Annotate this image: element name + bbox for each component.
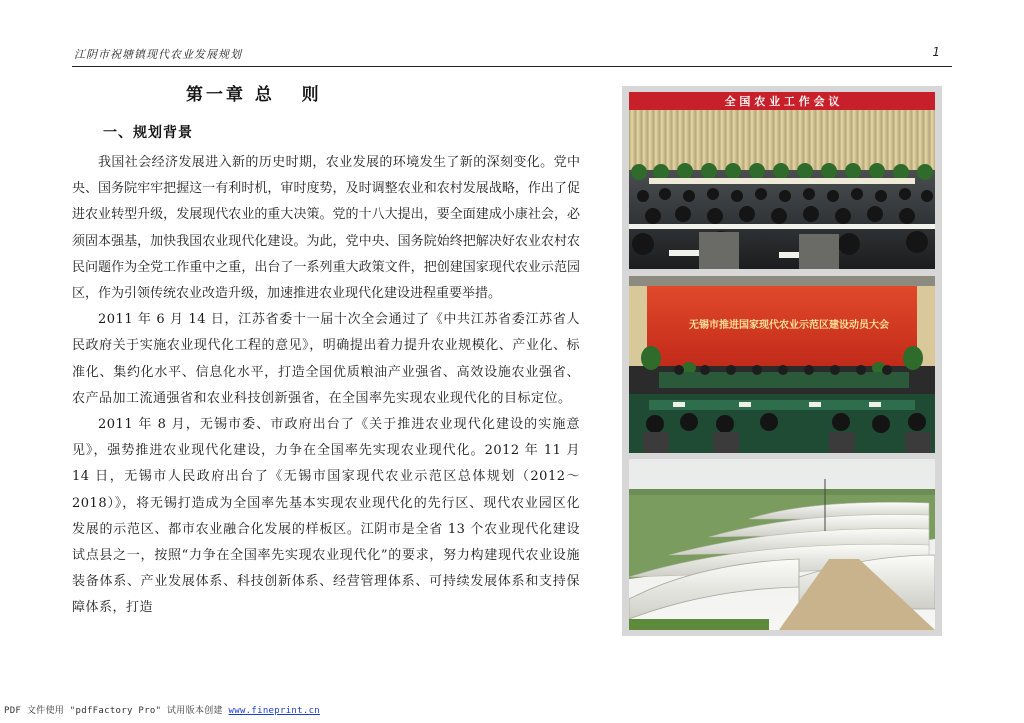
conference-photo-wuxi — [629, 276, 935, 453]
paragraph: 2011 年 6 月 14 日，江苏省委十一届十次全会通过了《中共江苏省委江苏省人民政府关于实施农业现代化工程的意见》，明确提出着力提升农业规模化、产业化、标准化、集约化水平、信息化水平，打造全国优质粮油产业强省、高效设施农业强省、农产品加工流通强省和农业科技创新强省，在全国率先实现农业现代化的目标定位。 — [72, 312, 580, 406]
section-heading: 一、规划背景 — [103, 125, 193, 141]
body-text — [72, 150, 580, 622]
greenhouse-image — [629, 459, 935, 630]
paragraph: 2011 年 8 月，无锡市委、市政府出台了《关于推进农业现代化建设的实施意见》，强势推进农业现代化建设，力争在全国率先实现农业现代化。2012 年 11 月 14 日，无锡市人民政府出台了《无锡市国家现代农业示范区总体规划（2012～2018）》，将无锡打造成为全国率先基本实现农业现代化的先行区、现代农业园区化发展的示范区、都市农业融合化发展的样板区。江阴市是全省 13 个农业现代化建设试点县之一，按照“力争在全国率先实现农业现代化”的要求，努力构建现代农业设施装备体系、产业发展体系、科技创新体系、经营管理体系、可持续发展体系和支持保障体系，打造 — [72, 417, 580, 616]
conference-photo-national — [629, 92, 935, 269]
conference-hall-image — [629, 92, 935, 269]
footer-text: PDF 文件使用 "pdfFactory Pro" 试用版本创建 — [4, 706, 229, 716]
pdf-creator-footer — [4, 703, 320, 716]
banner-text: 无锡市推进国家现代农业示范区建设动员大会 — [689, 320, 889, 331]
fineprint-link[interactable]: www.fineprint.cn — [228, 706, 321, 716]
greenhouse-photo — [629, 459, 935, 630]
page-number: 1 — [932, 45, 940, 59]
header-title: 江阴市祝塘镇现代农业发展规划 — [74, 48, 242, 61]
running-header — [72, 44, 952, 67]
meeting-stage-image — [629, 276, 935, 453]
banner-text: 全 国 农 业 工 作 会 议 — [724, 95, 840, 108]
chapter-title: 第一章 总 则 — [186, 85, 322, 105]
paragraph: 我国社会经济发展进入新的历史时期，农业发展的环境发生了新的深刻变化。党中央、国务院牢牢把握这一有利时机，审时度势，及时调整农业和农村发展战略，作出了促进农业转型升级，发展现代农业的重大决策。党的十八大提出，要全面建成小康社会，必须固本强基，加快我国农业现代化建设。为此，党中央、国务院始终把解决好农业农村农民问题作为全党工作重中之重，出台了一系列重大政策文件，把创建国家现代农业示范园区，作为引领传统农业改造升级，加速推进农业现代化建设进程重要举措。 — [72, 155, 580, 302]
photo-column — [622, 86, 942, 636]
